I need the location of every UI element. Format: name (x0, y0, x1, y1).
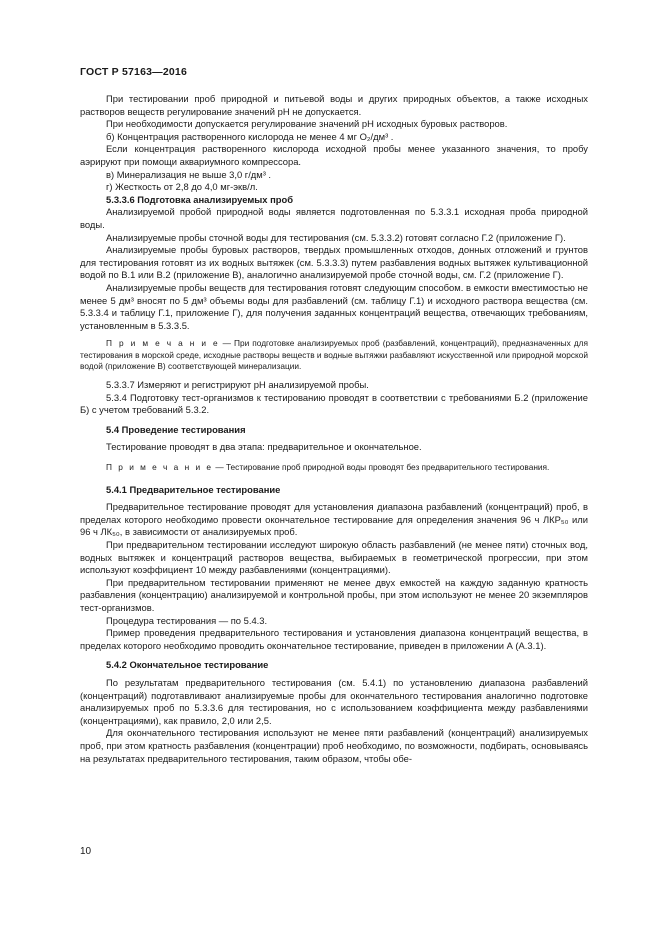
paragraph: Если концентрация растворенного кислорода исходной пробы менее указанного значения, то пробу аэрируют при помощи аквариумного компрессора. (80, 143, 588, 167)
document-body (80, 93, 588, 765)
note-label: П р и м е ч а н и е (106, 338, 220, 349)
paragraph: Анализируемые пробы веществ для тестирования готовят следующим способом. в емкости вместимостью не менее 5 дм³ вносят по 5 дм³ объемы воды для разбавлений (см. таблицу Г.1) и исходного раствора вещества (см. 5.3.3.4 и таблицу Г.1, приложение Г), для получения заданных концентраций вещества, отвечающих требованиям, установленным в 5.3.3.5. (80, 281, 588, 331)
paragraph: Анализируемые пробы буровых растворов, твердых промышленных отходов, донных отложений и грунтов для тестирования готовят из их водных вытяжек (см. 5.3.3.3) путем разбавления водных вытяжек культивационной водой по В.1 или В.2 (приложение В), аналогично анализируемой пробе сточной воды, см. Г.2 (приложение Г). (80, 244, 588, 281)
heading-5-3-3-6: 5.3.3.6 Подготовка анализируемых проб (106, 193, 293, 205)
heading-5-4-1: 5.4.1 Предварительное тестирование (106, 483, 281, 495)
paragraph: Предварительное тестирование проводят для установления диапазона разбавлений (концентраций) проб, в пределах которого необходимо провести окончательное тестирование для определения значения 96 ч ЛКР₅₀ или 96 ч ЛК₅₀, в зависимости от анализируемых проб. (80, 501, 588, 538)
page-number: 10 (80, 846, 92, 857)
note-text: — Тестирование проб природной воды проводят без предварительного тестирования. (213, 462, 550, 473)
paragraph: Процедура тестирования — по 5.4.3. (106, 614, 268, 626)
document-header: ГОСТ Р 57163—2016 (80, 66, 188, 78)
paragraph: 5.3.3.7 Измеряют и регистрируют pH анализируемой пробы. (106, 379, 369, 391)
paragraph: Тестирование проводят в два этапа: предварительное и окончательное. (106, 441, 422, 453)
paragraph: 5.3.4 Подготовку тест-организмов к тестированию проводят в соответствии с требованиями Б.2 (приложение Б) с учетом требований 5.3.2. (80, 391, 588, 416)
note-label: П р и м е ч а н и е (106, 462, 214, 473)
paragraph: При предварительном тестировании применяют не менее двух емкостей на каждую заданную кратность разбавления (концентрацию) анализируемой и контрольной пробы, при этом используют не менее 20 экземпляров тест-организмов. (80, 576, 588, 613)
paragraph: Пример проведения предварительного тестирования и установления диапазона концентраций вещества, в пределах которого необходимо проводить окончательное тестирование, приведен в приложении А (А.3.1). (80, 627, 588, 651)
paragraph: При тестировании проб природной и питьевой воды и других природных объектов, а также исходных растворов веществ регулирование значений pH не допускается. (80, 93, 588, 117)
list-item-v: в) Минерализация не выше 3,0 г/дм³ . (106, 168, 272, 180)
note (80, 338, 588, 373)
note-text: — При подготовке анализируемых проб (разбавлений, концентраций), предназначенных для тестирования в морской среде, исходные растворы веществ и водные вытяжки разбавляют искусственной или природной морской водой (приложение В) соответствующей минерализации. (80, 338, 588, 372)
paragraph: При необходимости допускается регулирование значений pH исходных буровых растворов. (106, 118, 508, 130)
paragraph: Анализируемые пробы сточной воды для тестирования (см. 5.3.3.2) готовят согласно Г.2 (приложение Г). (106, 231, 566, 243)
list-item-b: б) Концентрация растворенного кислорода не менее 4 мг O₂/дм³ . (106, 130, 394, 142)
heading-5-4: 5.4 Проведение тестирования (106, 423, 246, 435)
paragraph: При предварительном тестировании исследуют широкую область разбавлений (не менее пяти) сточных вод, водных вытяжек и концентраций растворов вещества, выбираемых в геометрической прогрессии, при этом используют коэффициент 10 между разбавлениями (концентрациями). (80, 539, 588, 576)
paragraph: Для окончательного тестирования используют не менее пяти разбавлений (концентраций) анализируемых проб, при этом кратность разбавления (концентрации) проб необходимо, по возможности, подбирать, основываясь на результатах предварительного тестирования, таким образом, чтобы обе- (80, 727, 588, 764)
heading-5-4-2: 5.4.2 Окончательное тестирование (106, 659, 269, 671)
list-item-g: г) Жесткость от 2,8 до 4,0 мг-экв/л. (106, 181, 258, 193)
note (80, 462, 588, 474)
paragraph: По результатам предварительного тестирования (см. 5.4.1) по установлению диапазона разбавлений (концентраций) подготавливают анализируемые пробы для окончательного тестирования аналогично подготовке анализируемых проб по 5.3.3.6 для тестирования, но с использованием коэффициента между разбавлениями (концентрациями), как правило, 2,0 или 2,5. (80, 676, 588, 726)
paragraph: Анализируемой пробой природной воды является подготовленная по 5.3.3.1 исходная проба природной воды. (80, 206, 588, 230)
